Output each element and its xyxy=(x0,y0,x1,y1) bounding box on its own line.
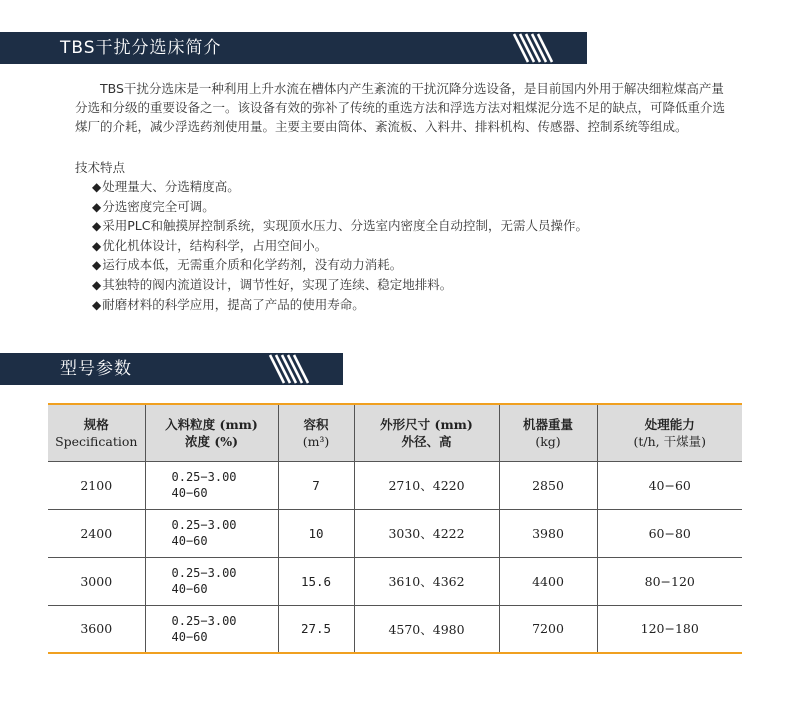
feature-text: 分选密度完全可调。 xyxy=(102,198,215,214)
cell-weight: 2850 xyxy=(499,461,597,509)
diamond-bullet-icon: ◆ xyxy=(92,277,102,292)
cell-capacity: 120−180 xyxy=(597,605,742,653)
cell-weight: 3980 xyxy=(499,509,597,557)
cell-dims: 4570、4980 xyxy=(354,605,499,653)
cell-size: 0.25−3.00 40−60 xyxy=(145,605,278,653)
diamond-bullet-icon: ◆ xyxy=(92,238,102,253)
cell-volume: 27.5 xyxy=(278,605,354,653)
cell-size: 0.25−3.00 40−60 xyxy=(145,461,278,509)
cell-spec: 2400 xyxy=(48,509,145,557)
feature-text: 优化机体设计，结构科学，占用空间小。 xyxy=(102,237,328,253)
intro-text xyxy=(75,79,725,136)
table-row xyxy=(48,509,742,557)
feature-item xyxy=(92,197,588,217)
stripes-decoration-icon xyxy=(508,32,554,64)
cell-dims: 2710、4220 xyxy=(354,461,499,509)
cell-capacity: 40−60 xyxy=(597,461,742,509)
diamond-bullet-icon: ◆ xyxy=(92,219,102,234)
table-row xyxy=(48,605,742,653)
table-header-row xyxy=(48,404,742,461)
intro-paragraph: TBS干扰分选床是一种利用上升水流在槽体内产生紊流的干扰沉降分选设备，是目前国内外用于解决细粒煤高产量分选和分级的重要设备之一。该设备有效的弥补了传统的重选方法和浮选方法对粗煤泥分选不足的缺点，可降低重介选煤厂的介耗，减少浮选药剂使用量。主要主要由筒体、紊流板、入料井、排料机构、传感器、控制系统等组成。 xyxy=(75,81,726,134)
col-header-spec: 规格 Specification xyxy=(48,404,145,461)
feature-text: 采用PLC和触摸屏控制系统，实现顶水压力、分选室内密度全自动控制，无需人员操作。 xyxy=(102,218,588,234)
cell-volume: 7 xyxy=(278,461,354,509)
cell-size: 0.25−3.00 40−60 xyxy=(145,557,278,605)
feature-text: 其独特的阀内流道设计，调节性好，实现了连续、稳定地排料。 xyxy=(102,276,453,292)
cell-size: 0.25−3.00 40−60 xyxy=(145,509,278,557)
cell-weight: 4400 xyxy=(499,557,597,605)
feature-text: 处理量大、分选精度高。 xyxy=(102,179,240,194)
cell-capacity: 80−120 xyxy=(597,557,742,605)
diamond-bullet-icon: ◆ xyxy=(92,297,102,312)
col-header-dims: 外形尺寸 (mm) 外径、高 xyxy=(354,404,499,461)
col-header-weight: 机器重量 (kg) xyxy=(499,404,597,461)
feature-text: 耐磨材料的科学应用，提高了产品的使用寿命。 xyxy=(102,296,365,312)
cell-volume: 10 xyxy=(278,509,354,557)
cell-volume: 15.6 xyxy=(278,557,354,605)
section-header-specs xyxy=(0,353,343,385)
feature-item xyxy=(92,295,588,315)
feature-item xyxy=(92,275,588,295)
feature-item xyxy=(92,255,588,275)
table-row xyxy=(48,557,742,605)
diamond-bullet-icon: ◆ xyxy=(92,180,102,194)
section-header-intro xyxy=(0,32,587,64)
stripes-decoration-icon xyxy=(264,353,310,385)
features-title: 技术特点 xyxy=(75,160,126,175)
section-title-intro: TBS干扰分选床简介 xyxy=(60,38,222,58)
cell-weight: 7200 xyxy=(499,605,597,653)
cell-dims: 3610、4362 xyxy=(354,557,499,605)
spec-table xyxy=(48,403,742,654)
diamond-bullet-icon: ◆ xyxy=(92,199,102,214)
cell-dims: 3030、4222 xyxy=(354,509,499,557)
col-header-capacity: 处理能力 (t/h, 干煤量) xyxy=(597,404,742,461)
diamond-bullet-icon: ◆ xyxy=(92,258,102,273)
cell-spec: 3000 xyxy=(48,557,145,605)
cell-capacity: 60−80 xyxy=(597,509,742,557)
col-header-size: 入料粒度 (mm) 浓度 (%) xyxy=(145,404,278,461)
cell-spec: 2100 xyxy=(48,461,145,509)
features-list xyxy=(92,177,588,314)
table-row xyxy=(48,461,742,509)
section-title-specs: 型号参数 xyxy=(60,359,132,379)
feature-text: 运行成本低，无需重介质和化学药剂，没有动力消耗。 xyxy=(102,257,403,273)
feature-item xyxy=(92,177,588,197)
feature-item xyxy=(92,216,588,236)
feature-item xyxy=(92,236,588,256)
col-header-volume: 容积 (m³) xyxy=(278,404,354,461)
cell-spec: 3600 xyxy=(48,605,145,653)
